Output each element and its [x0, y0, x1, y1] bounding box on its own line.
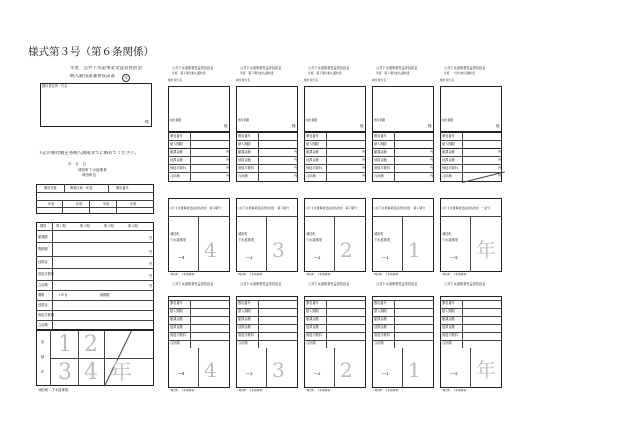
- inq-2: １年目: [58, 293, 68, 297]
- col-payer: 納付者氏名: [304, 78, 318, 82]
- col-bot-row: 徴収番号: [306, 301, 319, 305]
- col-mid-foot: （城田町：下水道事業）: [236, 273, 265, 276]
- col-bot-row: 賦課金額: [170, 317, 183, 321]
- yen-3: 円: [149, 262, 153, 266]
- col-bot-minus: ―4: [178, 372, 185, 376]
- col-yen: 円: [226, 174, 230, 178]
- col-sama: 様: [360, 124, 364, 128]
- yen-4: 円: [149, 274, 153, 278]
- col-sama: 様: [428, 124, 432, 128]
- col-bot-row: 督促手数料: [238, 333, 254, 337]
- col-mid-row2: 下水道事業: [238, 238, 254, 242]
- col-bot-minus: ―年: [450, 372, 458, 376]
- col-yen: 円: [362, 166, 366, 170]
- col-yen: 円: [430, 150, 434, 154]
- col-mid-head: 公共下水道事業受益者負担金 一括分: [441, 206, 491, 210]
- col-mid-foot: （城田町：下水道事業）: [304, 273, 333, 276]
- col-bot-row: 徴収番号: [374, 301, 387, 305]
- col-bot-row: 納入期限: [238, 309, 251, 313]
- col-year: 納付期限: [442, 118, 454, 122]
- col-head2: 年度 一括分納入通知書: [444, 71, 475, 75]
- stub-digit-2: 2: [84, 332, 98, 357]
- col-row-label: 延滞金額: [238, 158, 251, 162]
- col-payer-box: [440, 86, 502, 132]
- col-mid-digit: 1: [408, 238, 421, 262]
- col-bot-digit: 2: [340, 360, 353, 380]
- stub-digit-3: 3: [58, 360, 72, 385]
- circle-seal: [122, 74, 130, 82]
- col-yen: 円: [362, 174, 366, 178]
- col-bot-row: 延滞金額: [170, 325, 183, 329]
- col-row-label: 賦課金額: [170, 150, 183, 154]
- col-head1: 公共下水道事業受益者負担金: [172, 66, 214, 70]
- col-payer-box: [372, 86, 434, 132]
- payer-label: 納付者住所・氏名: [42, 84, 68, 88]
- label-total: 合計額: [38, 283, 48, 287]
- col-mid-row1: 城田町: [238, 232, 248, 236]
- col-yen: 円: [226, 158, 230, 162]
- col-bot-row: 徴収番号: [238, 301, 251, 305]
- col-mid-foot: （城田町：下水道事業）: [168, 273, 197, 276]
- yen-5: 円: [149, 284, 153, 288]
- col-mid-row2: 下水道事業: [442, 238, 458, 242]
- col-mid-minus: ―年: [450, 256, 458, 260]
- col-row-label: 延滞金額: [306, 158, 319, 162]
- inq-3: 納期限: [100, 293, 110, 297]
- col-yen: 円: [498, 150, 502, 154]
- payer-box: [40, 83, 152, 127]
- col-mid-head: 公共下水道事業受益者負担金 第３期分: [237, 206, 290, 210]
- col-yen: 円: [498, 166, 502, 170]
- col-yen: 円: [430, 166, 434, 170]
- col-payer: 納付者氏名: [168, 78, 182, 82]
- col-bot-row: 納入期限: [374, 309, 387, 313]
- col-row-label: 賦課金額: [238, 150, 251, 154]
- hdr-cell-2: 事業区域・年度: [70, 186, 93, 190]
- col-bot-row: 賦課金額: [442, 317, 455, 321]
- col-mid-digit: 年: [476, 238, 496, 262]
- col-bot-row: 納入期限: [306, 309, 319, 313]
- col-bot-head: 公共下水道事業受益者負担金: [172, 282, 214, 286]
- col-bot-row: 合計額: [306, 341, 316, 345]
- col-sama: 様: [224, 124, 228, 128]
- col-row-label: 合計額: [442, 174, 452, 178]
- stub-label-1: 収: [41, 340, 45, 344]
- col-row-label: 合計額: [374, 174, 384, 178]
- col-head1: 公共下水道事業受益者負担金: [240, 66, 282, 70]
- col-head1: 公共下水道事業受益者負担金: [376, 66, 418, 70]
- col-yen: 円: [430, 158, 434, 162]
- stub-label-3: 印: [41, 370, 45, 374]
- col-bot-digit: 4: [204, 360, 217, 380]
- col-bot-row: 賦課金額: [374, 317, 387, 321]
- col-bot-head: 公共下水道事業受益者負担金: [444, 282, 486, 286]
- col-bot-row: 賦課金額: [238, 317, 251, 321]
- col-row-label: 督促手数料: [374, 166, 390, 170]
- row2-a: 年度: [48, 202, 55, 206]
- col-bot-head: 公共下水道事業受益者負担金: [240, 282, 282, 286]
- col-row-label: 徴収番号: [306, 134, 319, 138]
- col-row-label: 賦課金額: [374, 150, 387, 154]
- col-year: 納付期限: [306, 118, 318, 122]
- stub-label-2: 納: [41, 355, 45, 359]
- col-bot-row: 延滞金額: [374, 325, 387, 329]
- pay-note: 下記の納付額を各納入期限までに納めてください。: [38, 151, 139, 156]
- col-mid-minus: ―4: [178, 256, 185, 260]
- row2-d: 年度: [130, 202, 137, 206]
- period-1: 第１期: [56, 224, 66, 228]
- period-label: 期別: [40, 224, 47, 228]
- stub-digit-5: 年: [110, 360, 133, 385]
- col-row-label: 賦課金額: [442, 150, 455, 154]
- col-payer-box: [168, 86, 230, 132]
- col-yen: 円: [362, 158, 366, 162]
- col-row-label: 納入期限: [306, 142, 319, 146]
- col-bot-row: 督促手数料: [170, 333, 186, 337]
- col-yen: 円: [294, 158, 298, 162]
- col-row-label: 延滞金額: [442, 158, 455, 162]
- col-row-label: 徴収番号: [238, 134, 251, 138]
- col-bot-row: 督促手数料: [374, 333, 390, 337]
- left-footer: （城田町：下水道事業）: [36, 388, 72, 392]
- col-bot-row: 合計額: [442, 341, 452, 345]
- col-payer: 納付者氏名: [236, 78, 250, 82]
- col-head1: 公共下水道事業受益者負担金: [444, 66, 486, 70]
- col-mid-minus: ―1: [382, 256, 389, 260]
- col-mid-minus: ―3: [246, 256, 253, 260]
- col-mid-row1: 城田町: [306, 232, 316, 236]
- col-bot-digit: 1: [408, 360, 421, 380]
- col-yen: 円: [498, 174, 502, 178]
- col-mid-row2: 下水道事業: [374, 238, 390, 242]
- issuer-2: 城田町長: [82, 173, 97, 177]
- col-mid-row2: 下水道事業: [306, 238, 322, 242]
- hdr-cell-1: 徴収年度: [44, 186, 57, 190]
- col-mid-row1: 城田町: [374, 232, 384, 236]
- col-row-label: 納入期限: [238, 142, 251, 146]
- col-head2: 年度 第４期分納入通知書: [172, 71, 206, 75]
- doc-title: 納入通知書兼領収証書: [70, 74, 115, 79]
- col-bot-minus: ―3: [246, 372, 253, 376]
- col-bot-foot: （城田町：下水道事業）: [236, 389, 265, 392]
- col-bot-foot: （城田町：下水道事業）: [372, 389, 401, 392]
- col-bot-row: 督促手数料: [306, 333, 322, 337]
- row2-c: 年度: [103, 202, 110, 206]
- yen-1: 円: [149, 236, 153, 240]
- col-bot-foot: （城田町：下水道事業）: [168, 389, 197, 392]
- col-sama: 様: [292, 124, 296, 128]
- col-mid-row2: 下水道事業: [170, 238, 186, 242]
- col-bot-row: 督促手数料: [442, 333, 458, 337]
- col-yen: 円: [226, 166, 230, 170]
- col-mid-foot: （城田町：下水道事業）: [440, 273, 469, 276]
- label-kino: 既納額: [38, 247, 48, 251]
- col-year: 納付期限: [170, 118, 182, 122]
- col-sama: 様: [496, 124, 500, 128]
- col-bot-row: 納入期限: [442, 309, 455, 313]
- col-bot-head: 公共下水道事業受益者負担金: [376, 282, 418, 286]
- label-tokusoku: 督促手数料: [38, 272, 54, 276]
- col-bot-row: 徴収番号: [442, 301, 455, 305]
- stub-digit-4: 4: [84, 360, 98, 385]
- col-head2: 年度 第２期分納入通知書: [308, 71, 342, 75]
- stub-digit-1: 1: [58, 332, 72, 357]
- lower-2: 督促手数料: [38, 313, 54, 317]
- col-mid-digit: 4: [204, 238, 217, 262]
- col-yen: 円: [498, 158, 502, 162]
- col-bot-row: 延滞金額: [306, 325, 319, 329]
- col-bot-minus: ―2: [314, 372, 321, 376]
- period-2: 第２期: [80, 224, 90, 228]
- col-payer: 納付者氏名: [372, 78, 386, 82]
- col-bot-row: 徴収番号: [170, 301, 183, 305]
- col-bot-row: 延滞金額: [238, 325, 251, 329]
- period-4: 第４期: [128, 224, 138, 228]
- col-head1: 公共下水道事業受益者負担金: [308, 66, 350, 70]
- col-row-label: 合計額: [170, 174, 180, 178]
- col-mid-foot: （城田町：下水道事業）: [372, 273, 401, 276]
- col-row-label: 徴収番号: [374, 134, 387, 138]
- col-mid-row1: 城田町: [170, 232, 180, 236]
- col-bot-minus: ―1: [382, 372, 389, 376]
- col-bot-head: 公共下水道事業受益者負担金: [308, 282, 350, 286]
- label-entai: 延滞金: [38, 260, 48, 264]
- col-yen: 円: [430, 174, 434, 178]
- payer-sama: 様: [145, 120, 149, 124]
- col-year: 納付期限: [238, 118, 250, 122]
- col-mid-minus: ―2: [314, 256, 321, 260]
- hdr-cell-3: 徴収番号: [116, 186, 129, 190]
- col-head2: 年度 第１期分納入通知書: [376, 71, 410, 75]
- col-yen: 円: [362, 150, 366, 154]
- issuer-1: 城田町下水道事業: [78, 168, 107, 172]
- year-line: 年度 公共下水道事業受益者負担金: [70, 66, 142, 71]
- col-row-label: 納入期限: [442, 142, 455, 146]
- col-bot-row: 合計額: [374, 341, 384, 345]
- issue-date: 年 月 日: [68, 162, 86, 166]
- col-year: 納付期限: [374, 118, 386, 122]
- col-yen: 円: [294, 150, 298, 154]
- col-bot-foot: （城田町：下水道事業）: [304, 389, 333, 392]
- col-bot-row: 合計額: [238, 341, 248, 345]
- col-row-label: 納入期限: [170, 142, 183, 146]
- col-bot-digit: 年: [476, 360, 496, 380]
- col-bot-row: 延滞金額: [442, 325, 455, 329]
- label-fuka: 賦課額: [38, 235, 48, 239]
- col-mid-digit: 3: [272, 238, 285, 262]
- col-head2: 年度 第３期分納入通知書: [240, 71, 274, 75]
- col-row-label: 督促手数料: [238, 166, 254, 170]
- period-3: 第３期: [104, 224, 114, 228]
- yen-2: 円: [149, 250, 153, 254]
- col-row-label: 徴収番号: [170, 134, 183, 138]
- col-bot-foot: （城田町：下水道事業）: [440, 389, 469, 392]
- col-payer-box: [236, 86, 298, 132]
- col-yen: 円: [226, 150, 230, 154]
- row2-b: 年度: [76, 202, 83, 206]
- col-mid-digit: 2: [340, 238, 353, 262]
- col-yen: 円: [294, 166, 298, 170]
- col-row-label: 合計額: [238, 174, 248, 178]
- col-row-label: 督促手数料: [306, 166, 322, 170]
- col-row-label: 賦課金額: [306, 150, 319, 154]
- col-bot-digit: 3: [272, 360, 285, 380]
- col-yen: 円: [294, 174, 298, 178]
- col-payer-box: [304, 86, 366, 132]
- col-mid-head: 公共下水道事業受益者負担金 第１期分: [373, 206, 426, 210]
- left-form: [0, 0, 160, 439]
- inq-1: 期限: [38, 293, 45, 297]
- col-row-label: 徴収番号: [442, 134, 455, 138]
- col-bot-row: 納入期限: [170, 309, 183, 313]
- col-mid-row1: 城田町: [442, 232, 452, 236]
- col-row-label: 納入期限: [374, 142, 387, 146]
- form-title: 様式第３号（第６条関係）: [28, 46, 154, 58]
- col-row-label: 延滞金額: [374, 158, 387, 162]
- lower-1: 延滞金: [38, 303, 48, 307]
- lower-3: 合計額: [38, 323, 48, 327]
- col-payer: 納付者氏名: [440, 78, 454, 82]
- col-row-label: 督促手数料: [170, 166, 186, 170]
- col-row-label: 合計額: [306, 174, 316, 178]
- col-row-label: 延滞金額: [170, 158, 183, 162]
- circle-seal-char: 本: [124, 76, 128, 80]
- col-mid-head: 公共下水道事業受益者負担金 第２期分: [305, 206, 358, 210]
- col-bot-row: 合計額: [170, 341, 180, 345]
- col-bot-row: 賦課金額: [306, 317, 319, 321]
- col-mid-head: 公共下水道事業受益者負担金 第４期分: [169, 206, 222, 210]
- col-row-label: 督促手数料: [442, 166, 458, 170]
